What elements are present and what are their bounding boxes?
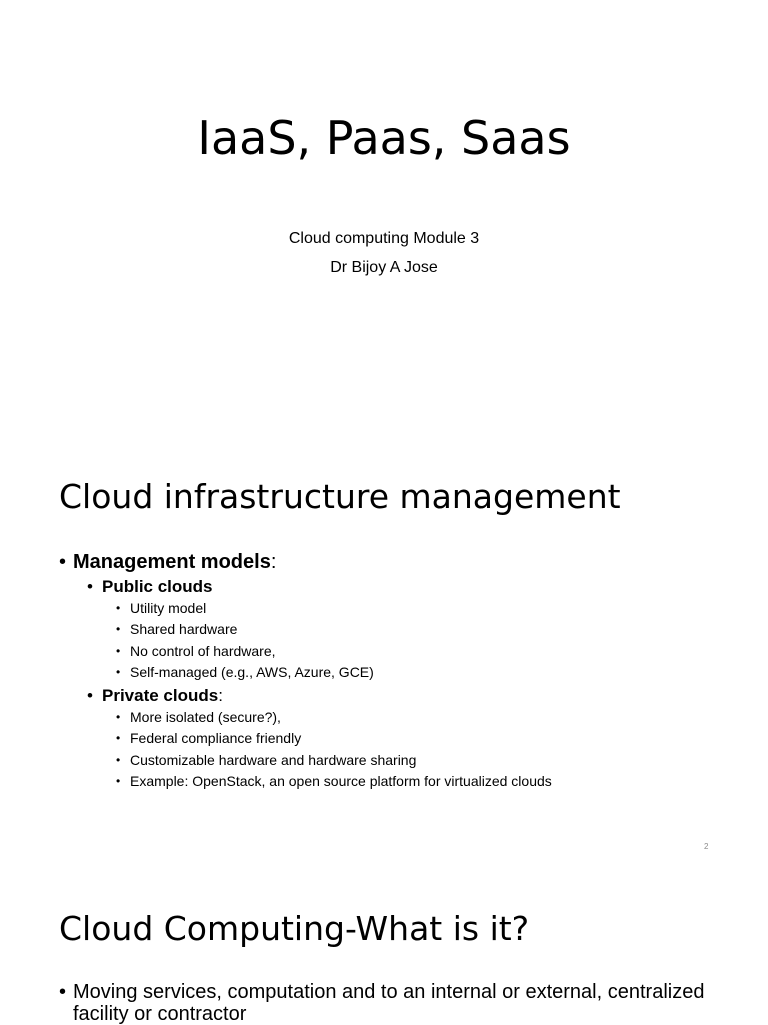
slide-subtitle-course: Cloud computing Module 3 — [288, 230, 480, 247]
list-item: • More isolated (secure?), — [116, 707, 719, 728]
bullet-suffix: : — [218, 686, 223, 706]
list-item: • Example: OpenStack, an open source platform for virtualized clouds — [116, 771, 719, 792]
bullet-suffix: : — [270, 551, 277, 573]
slide-heading: Cloud Computing-What is it? — [59, 909, 530, 948]
bullet-label: Public clouds — [102, 577, 213, 596]
list-item: • Moving services, computation and to an internal or external, centralized facility or contractor — [59, 981, 719, 1025]
bullet-management-models — [59, 550, 719, 574]
slide-subtitle-author: Dr Bijoy A Jose — [330, 259, 438, 276]
title-slide — [0, 0, 768, 432]
list-item: • Customizable hardware and hardware sharing — [116, 750, 719, 771]
list-item: • Federal compliance friendly — [116, 728, 719, 749]
list-item: • Self-managed (e.g., AWS, Azure, GCE) — [116, 662, 719, 683]
slide-title: IaaS, Paas, Saas — [197, 111, 571, 165]
slide-content — [59, 550, 719, 792]
infrastructure-management-slide — [0, 432, 768, 864]
list-item: • No control of hardware, — [116, 641, 719, 662]
slide-content — [59, 981, 719, 1025]
bullet-label: Management models — [73, 551, 271, 573]
list-item: • Shared hardware — [116, 619, 719, 640]
list-item: • Utility model — [116, 598, 719, 619]
bullet-private-clouds — [87, 685, 719, 707]
bullet-label: Private clouds — [102, 686, 219, 706]
what-is-cloud-slide — [0, 864, 768, 1024]
page-number: 2 — [704, 842, 709, 851]
slide-heading: Cloud infrastructure management — [59, 477, 621, 516]
bullet-public-clouds — [87, 576, 719, 598]
